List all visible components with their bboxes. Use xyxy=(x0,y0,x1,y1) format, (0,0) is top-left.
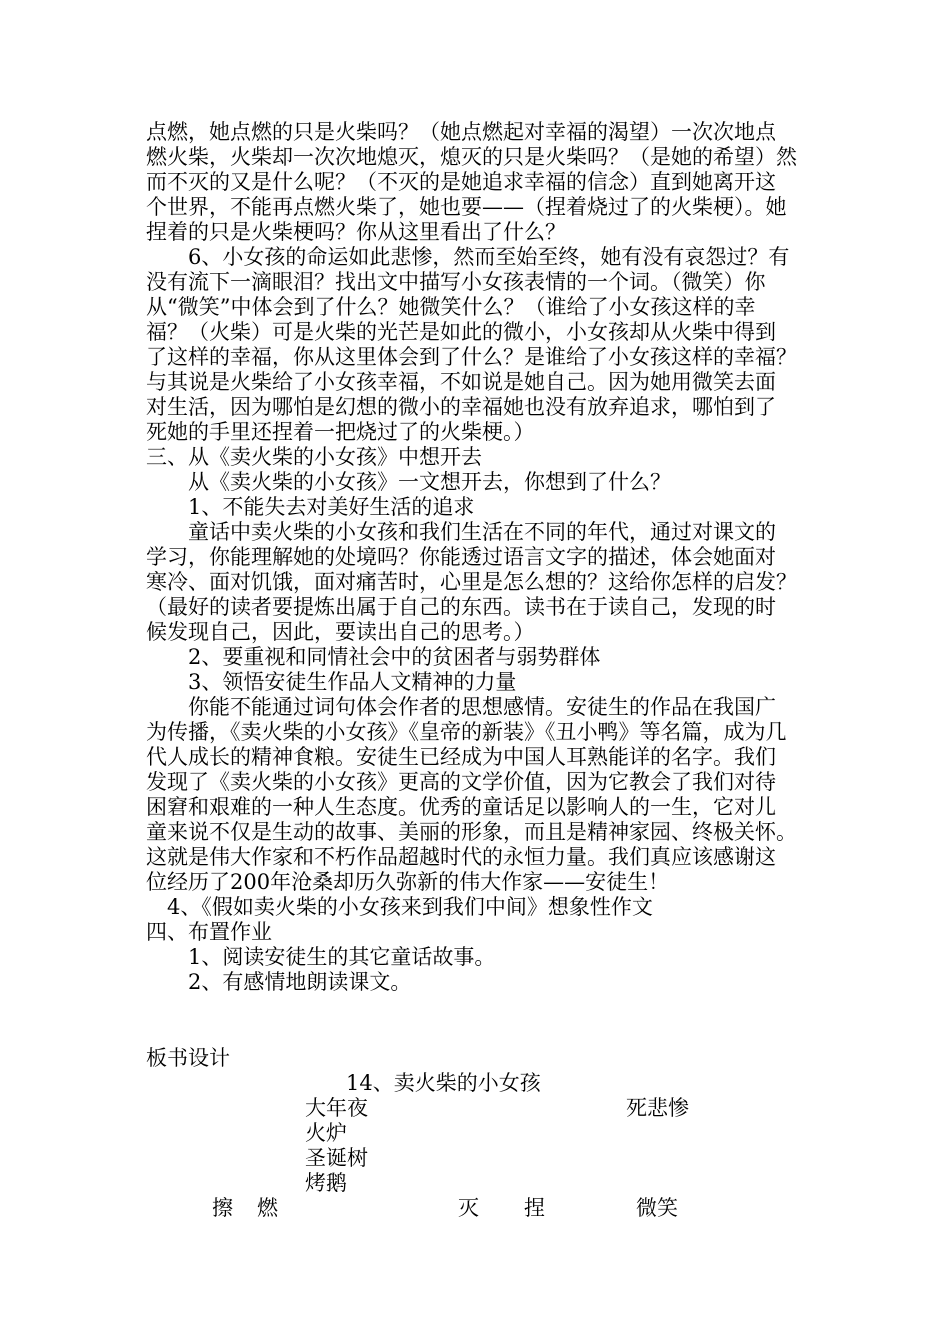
text-line: 捏着的只是火柴梗吗？你从这里看出了什么？ xyxy=(146,220,566,244)
subheading: 2、要重视和同情社会中的贫困者与弱势群体 xyxy=(188,645,601,669)
section-heading: 三、从《卖火柴的小女孩》中想开去 xyxy=(146,445,482,469)
text-line: （最好的读者要提炼出属于自己的东西。读书在于读自己，发现的时 xyxy=(146,595,776,619)
board-word: 圣诞树 xyxy=(305,1146,368,1170)
text-line: 位经历了200年沧桑却历久弥新的伟大作家——安徒生！ xyxy=(146,870,670,894)
text-line: 为传播，《卖火柴的小女孩》《皇帝的新装》《丑小鸭》等名篇，成为几 xyxy=(146,720,787,744)
text-line: 6、小女孩的命运如此悲惨，然而至始至终，她有没有哀怨过？有 xyxy=(188,245,790,269)
text-line: 而不灭的又是什么呢？（不灭的是她追求幸福的信念）直到她离开这 xyxy=(146,170,776,194)
text-line: 发现了《卖火柴的小女孩》更高的文学价值，因为它教会了我们对待 xyxy=(146,770,776,794)
text-line: 个世界，不能再点燃火柴了，她也要——（捏着烧过了的火柴梗）。她 xyxy=(146,195,787,219)
text-line: 死她的手里还捏着一把烧过了的火柴梗。） xyxy=(146,420,535,444)
text-line: 燃火柴，火柴却一次次地熄灭，熄灭的只是火柴吗？（是她的希望）然 xyxy=(146,145,797,169)
text-line: 寒冷、面对饥饿，面对痛苦时，心里是怎么想的？这给你怎样的启发？ xyxy=(146,570,797,594)
board-action: 微笑 xyxy=(636,1196,678,1220)
text-line: 从《卖火柴的小女孩》一文想开去，你想到了什么？ xyxy=(188,470,671,494)
text-line: 没有流下一滴眼泪？找出文中描写小女孩表情的一个词。（微笑）你 xyxy=(146,270,766,294)
board-heading: 板书设计 xyxy=(146,1046,230,1070)
board-word: 死悲惨 xyxy=(626,1096,689,1120)
board-title: 14、卖火柴的小女孩 xyxy=(346,1071,541,1095)
board-action: 灭 xyxy=(458,1196,479,1220)
text-line: 童话中卖火柴的小女孩和我们生活在不同的年代，通过对课文的 xyxy=(188,520,776,544)
text-line: 代人成长的精神食粮。安徒生已经成为中国人耳熟能详的名字。我们 xyxy=(146,745,776,769)
text-line: 与其说是火柴给了小女孩幸福，不如说是她自己。因为她用微笑去面 xyxy=(146,370,776,394)
board-action: 擦 xyxy=(212,1196,233,1220)
board-word: 烤鹅 xyxy=(305,1171,347,1195)
text-line: 这就是伟大作家和不朽作品超越时代的永恒力量。我们真应该感谢这 xyxy=(146,845,776,869)
text-line: 你能不能通过词句体会作者的思想感情。安徒生的作品在我国广 xyxy=(188,695,776,719)
board-action: 燃 xyxy=(257,1196,278,1220)
board-action: 捏 xyxy=(524,1196,545,1220)
subheading: 4、《假如卖火柴的小女孩来到我们中间》想象性作文 xyxy=(167,895,653,919)
subheading: 3、领悟安徒生作品人文精神的力量 xyxy=(188,670,517,694)
text-line: 童来说不仅是生动的故事、美丽的形象，而且是精神家园、终极关怀。 xyxy=(146,820,797,844)
subheading: 1、不能失去对美好生活的追求 xyxy=(188,495,475,519)
text-line: 从“微笑”中体会到了什么？她微笑什么？（谁给了小女孩这样的幸 xyxy=(146,295,756,319)
section-heading: 四、布置作业 xyxy=(146,920,272,944)
text-line: 了这样的幸福，你从这里体会到了什么？是谁给了小女孩这样的幸福？ xyxy=(146,345,797,369)
text-line: 福？（火柴）可是火柴的光芒是如此的微小，小女孩却从火柴中得到 xyxy=(146,320,776,344)
board-word: 火炉 xyxy=(305,1121,347,1145)
text-line: 点燃，她点燃的只是火柴吗？（她点燃起对幸福的渴望）一次次地点 xyxy=(146,120,776,144)
text-line: 学习，你能理解她的处境吗？你能透过语言文字的描述，体会她面对 xyxy=(146,545,776,569)
text-line: 候发现自己，因此，要读出自己的思考。） xyxy=(146,620,535,644)
text-line: 对生活，因为哪怕是幻想的微小的幸福她也没有放弃追求，哪怕到了 xyxy=(146,395,776,419)
text-line: 困窘和艰难的一种人生态度。优秀的童话足以影响人的一生，它对儿 xyxy=(146,795,776,819)
list-item: 1、阅读安徒生的其它童话故事。 xyxy=(188,945,496,969)
board-word: 大年夜 xyxy=(305,1096,368,1120)
list-item: 2、有感情地朗读课文。 xyxy=(188,970,412,994)
